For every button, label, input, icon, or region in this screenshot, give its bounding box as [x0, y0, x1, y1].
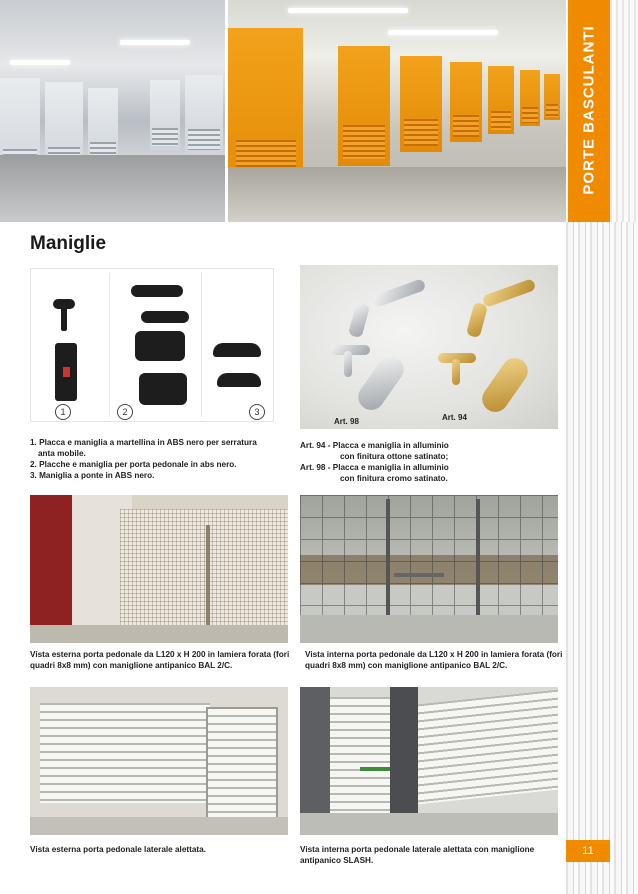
caption-line: con finitura ottone satinato; [340, 452, 449, 461]
page-number: 11 [566, 840, 610, 862]
interior-louvered-door-photo [300, 687, 558, 835]
exterior-perforated-door-photo [30, 495, 288, 643]
exterior-louvered-caption: Vista esterna porta pedonale laterale alettata. [30, 845, 206, 854]
caption-line: Art. 94 - Placca e maniglia in alluminio [300, 441, 449, 450]
abs-handles-image [30, 268, 274, 422]
decorative-stripes [566, 222, 638, 894]
marker-3: 3 [249, 404, 265, 420]
header-photo-orange-garages [228, 0, 566, 222]
metal-handles-caption [300, 440, 560, 484]
caption-line: con finitura cromo satinato. [340, 474, 448, 483]
marker-1: 1 [55, 404, 71, 420]
caption-line: 1. Placca e maniglia a martellina in ABS nero per serratura [30, 438, 257, 447]
decorative-stripes-top [610, 0, 638, 222]
caption-line: anta mobile. [38, 449, 86, 458]
caption-line: Art. 98 - Placca e maniglia in alluminio [300, 463, 449, 472]
section-tab-label: PORTE BASCULANTI [580, 25, 598, 195]
metal-handles-image [300, 265, 558, 429]
caption-line: 2. Placche e maniglia per porta pedonale in abs nero. [30, 460, 237, 469]
section-tab [568, 0, 610, 222]
page-title: Maniglie [30, 233, 107, 254]
interior-louvered-caption: Vista interna porta pedonale laterale alettata con maniglione antipanico SLASH. [300, 845, 535, 865]
header-photo-grey-garages [0, 0, 225, 222]
interior-perforated-door-photo [300, 495, 558, 643]
exterior-louvered-door-photo [30, 687, 288, 835]
caption-line: 3. Maniglia a ponte in ABS nero. [30, 471, 155, 480]
marker-2: 2 [117, 404, 133, 420]
art-94-label: Art. 94 [442, 413, 467, 422]
exterior-perforated-caption: Vista esterna porta pedonale da L120 x H 200 in lamiera forata (fori quadri 8x8 mm) con maniglione antipanico BAL 2/C. [30, 650, 290, 670]
interior-perforated-caption: Vista interna porta pedonale da L120 x H 200 in lamiera forata (fori quadri 8x8 mm) con maniglione antipanico BAL 2/C. [305, 650, 563, 670]
handles-caption [30, 437, 292, 481]
art-98-label: Art. 98 [334, 417, 359, 426]
